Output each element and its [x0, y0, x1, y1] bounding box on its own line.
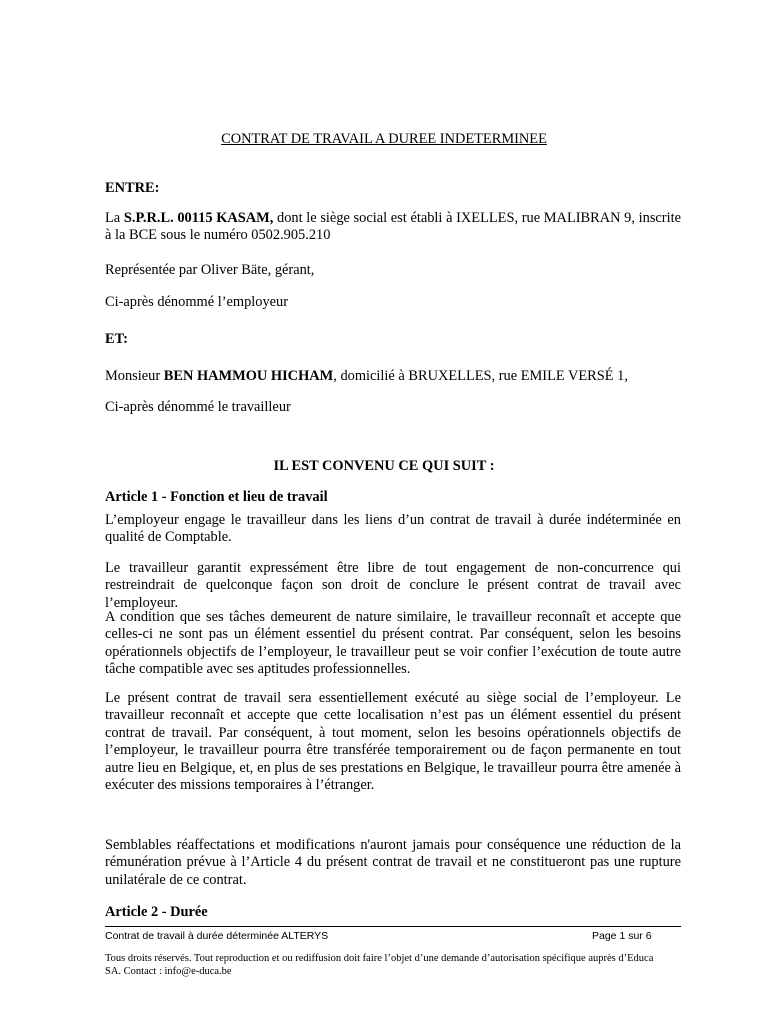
article1-paragraph-3: A condition que ses tâches demeurent de nature similaire, le travailleur reconnaît et accepte que celles-ci ne sont pas un élément essentiel du présent contrat. Par conséquent, selon les besoins opérationnels objectifs de l’employeur, le travailleur peut se voir confier l’exécution de toute autre tâche compatible avec ses aptitudes professionnelles. — [105, 609, 681, 678]
employer-represented: Représentée par Oliver Bäte, gérant, — [105, 262, 315, 278]
document-title: CONTRAT DE TRAVAIL A DUREE INDETERMINEE — [221, 131, 547, 147]
article1-paragraph-1: L’employeur engage le travailleur dans les liens d’un contrat de travail à durée indéterminée en qualité de Comptable. — [105, 512, 681, 546]
article1-heading: Article 1 - Fonction et lieu de travail — [105, 489, 328, 505]
footer-rights: Tous droits réservés. Tout reproduction et ou rediffusion doit faire l’objet d’une demande d’autorisation spécifique auprès d’Educa SA. Contact : info@e-duca.be — [105, 953, 654, 977]
worker-prefix: Monsieur — [105, 368, 164, 384]
employer-details: dont le siège social est établi à IXELLES, rue MALIBRAN 9, inscrite à la BCE sous le numéro 0502.905.210 — [105, 210, 681, 244]
worker-designation: Ci-après dénommé le travailleur — [105, 399, 291, 415]
employer-company: S.P.R.L. 00115 KASAM, — [123, 210, 274, 226]
et-label: ET: — [105, 331, 128, 347]
footer-page-number: Page 1 sur 6 — [592, 930, 652, 942]
footer-divider — [105, 926, 681, 927]
article1-paragraph-4: Le présent contrat de travail sera essentiellement exécuté au siège social de l’employeur. Le travailleur reconnaît et accepte que cette localisation n’est pas un élément essentiel du présent contrat de travail. Par conséquent, à tout moment, selon les besoins opérationnels objectifs de l’employeur, le travailleur pourra être transférée temporairement ou de façon permanente en tout autre lieu en Belgique, et, en plus de ses prestations en Belgique, le travailleur pourra être amenée à exécuter des missions temporaires à l’étranger. — [105, 690, 681, 794]
entre-label: ENTRE: — [105, 180, 160, 196]
worker-paragraph — [105, 368, 628, 385]
article1-paragraph-5: Semblables réaffectations et modifications n'auront jamais pour conséquence une réduction de la rémunération prévue à l’Article 4 du présent contrat de travail et ne constitueront pas une rupture unilatérale de ce contrat. — [105, 837, 681, 888]
worker-details: , domicilié à BRUXELLES, rue EMILE VERSÉ 1, — [333, 368, 628, 384]
article1-paragraph-2: Le travailleur garantit expressément être libre de tout engagement de non-concurrence qui restreindrait de quelconque façon son droit de conclure le présent contrat de travail avec l’employeur. — [105, 560, 681, 611]
employer-paragraph — [105, 210, 681, 245]
article2-heading: Article 2 - Durée — [105, 904, 208, 920]
worker-name: BEN HAMMOU HICHAM — [163, 368, 334, 384]
footer-left: Contrat de travail à durée déterminée ALTERYS — [105, 930, 329, 942]
employer-prefix: La — [105, 210, 124, 226]
employer-designation: Ci-après dénommé l’employeur — [105, 294, 289, 310]
convenu-heading: IL EST CONVENU CE QUI SUIT : — [273, 458, 495, 474]
